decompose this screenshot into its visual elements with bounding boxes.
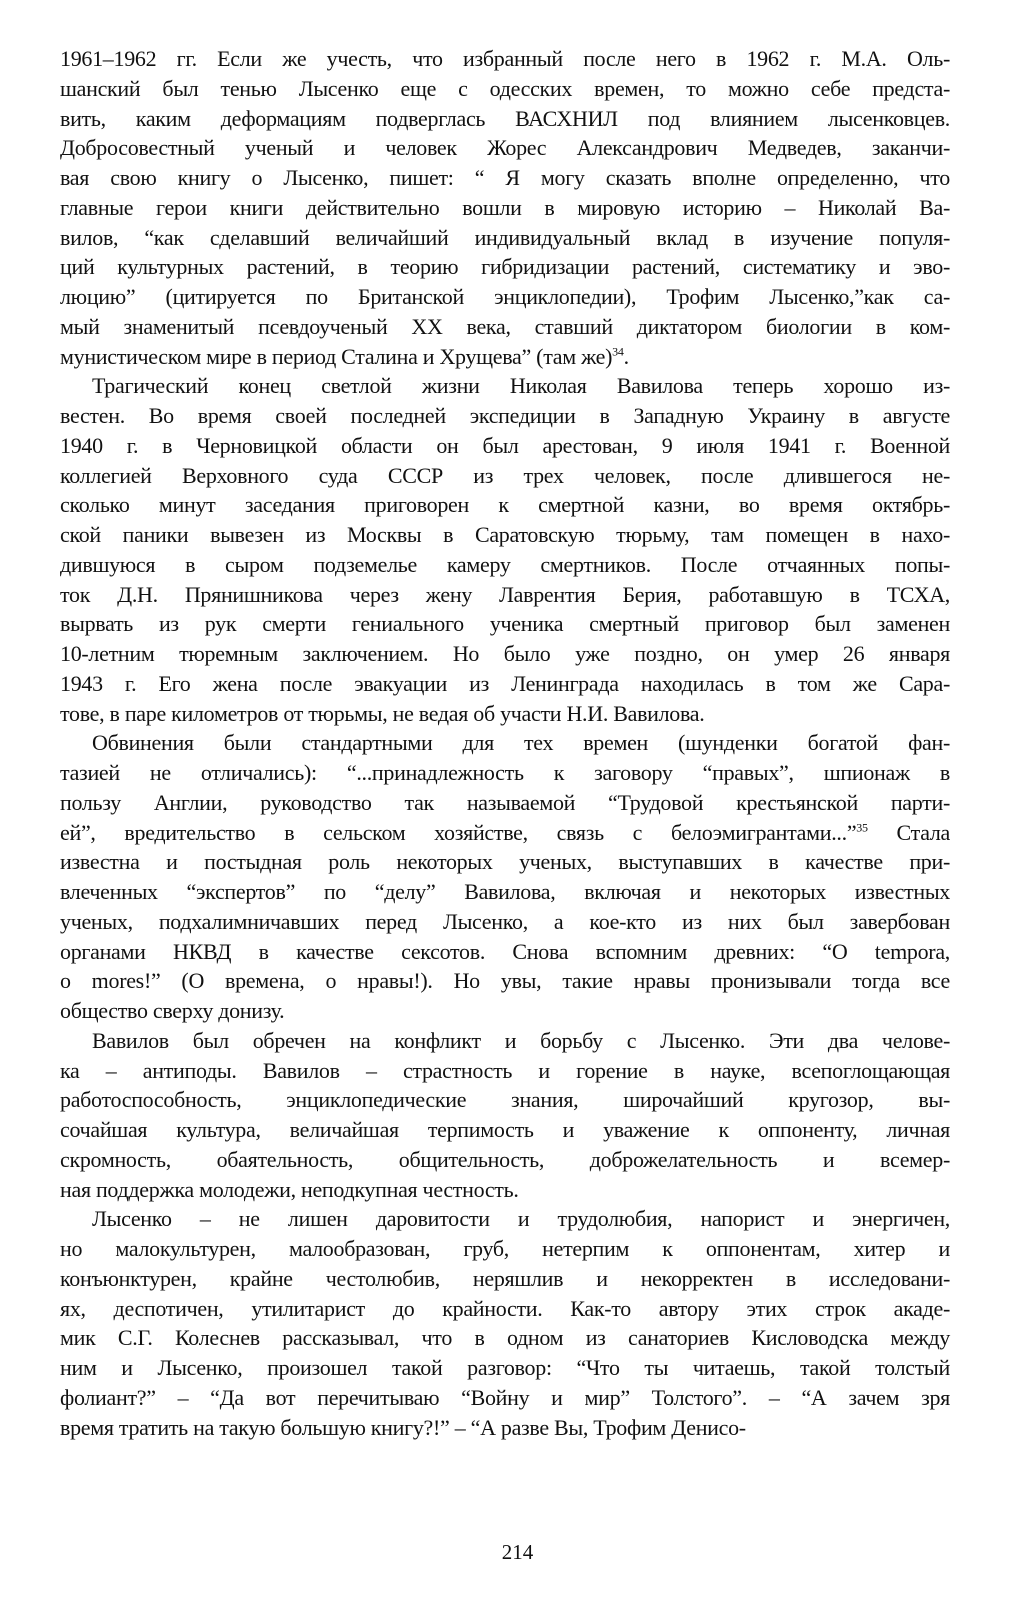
paragraph: [60, 44, 950, 371]
text-line: [60, 1234, 950, 1264]
text-line: [60, 580, 950, 610]
line-text: тове, в паре километров от тюрьмы, не ведая об участи Н.И. Вавилова.: [60, 700, 705, 726]
line-text: органами НКВД в качестве сексотов. Снова вспомним древних: “O tempora,: [60, 938, 950, 964]
line-text: ток Д.Н. Прянишникова через жену Лаврентия Берия, работавшую в ТСХА,: [60, 581, 950, 607]
line-text: люцию” (цитируется по Британской энциклопедии), Трофим Лысенко,”как са-: [60, 284, 950, 309]
footnote-ref: 35: [856, 820, 868, 835]
line-text: мик С.Г. Колеснев рассказывал, что в одном из санаториев Кисловодска между: [60, 1325, 950, 1351]
line-text: o mores!” (О времена, о нравы!). Но увы, такие нравы пронизывали тогда все: [60, 968, 950, 994]
line-text: пользу Англии, руководство так называемой “Трудовой крестьянской парти-: [60, 789, 950, 815]
line-text: Трагический конец светлой жизни Николая Вавилова теперь хорошо из-: [92, 373, 950, 399]
line-text: 1940 г. в Черновицкой области он был арестован, 9 июля 1941 г. Военной: [60, 432, 950, 458]
line-text: время тратить на такую большую книгу?!” – “А разве Вы, Трофим Денисо-: [60, 1414, 746, 1440]
text-line: [60, 937, 950, 967]
line-text: конъюнктурен, крайне честолюбив, неряшлив и некорректен в исследовани-: [60, 1265, 950, 1291]
text-line: [60, 1413, 950, 1443]
line-text: известна и постыдная роль некоторых ученых, выступавших в качестве при-: [60, 849, 950, 875]
line-text: ей”, вредительство в сельском хозяйстве, связь с белоэмигрантами...”: [60, 819, 857, 845]
text-line: [60, 639, 950, 669]
text-line: [60, 282, 950, 312]
text-line: [60, 520, 950, 550]
line-text: но малокультурен, малообразован, груб, нетерпим к оппонентам, хитер и: [60, 1236, 950, 1261]
text-line: [60, 758, 950, 788]
footnote-ref: 34: [612, 344, 624, 359]
text-line: [60, 44, 950, 74]
text-line: [60, 550, 950, 580]
text-line: [60, 1175, 950, 1205]
line-text: Стала: [867, 819, 950, 845]
line-text: вая свою книгу о Лысенко, пишет: “ Я могу сказать вполне определенно, что: [60, 165, 950, 190]
line-text: вить, каким деформациям подверглась ВАСХНИЛ под влиянием лысенковцев.: [60, 105, 950, 131]
line-text: влеченных “экспертов” по “делу” Вавилова, включая и некоторых известных: [60, 879, 950, 904]
text-line: [60, 788, 950, 818]
line-text: вилов, “как сделавший величайший индивидуальный вклад в изучение популя-: [60, 224, 950, 250]
text-line: [60, 1264, 950, 1294]
paragraph: [60, 728, 950, 1026]
text-line: [60, 252, 950, 282]
text-line: [60, 1383, 950, 1413]
text-line: [60, 1323, 950, 1353]
line-text: коллегией Верховного суда СССР из трех человек, после длившегося не-: [60, 462, 950, 488]
text-line: [60, 461, 950, 491]
text-line: [60, 699, 950, 729]
line-text: ской паники вывезен из Москвы в Саратовскую тюрьму, там помещен в нахо-: [60, 522, 950, 547]
text-line: [60, 133, 950, 163]
text-line: [60, 401, 950, 431]
text-line: [60, 609, 950, 639]
text-line: [60, 342, 950, 372]
text-line: [60, 223, 950, 253]
line-text: ций культурных растений, в теорию гибридизации растений, систематику и эво-: [60, 254, 950, 280]
text-line: [60, 193, 950, 223]
text-line: [60, 490, 950, 520]
line-text: главные герои книги действительно вошли в мировую историю – Николай Ва-: [60, 194, 950, 220]
text-line: [60, 907, 950, 937]
text-line: [60, 1294, 950, 1324]
line-text: мый знаменитый псевдоученый XX века, ставший диктатором биологии в ком-: [60, 313, 950, 339]
line-text: Обвинения были стандартными для тех времен (шунденки богатой фан-: [92, 730, 950, 756]
line-text: Добросовестный ученый и человек Жорес Александрович Медведев, заканчи-: [60, 135, 950, 161]
text-line: [60, 431, 950, 461]
text-line: [60, 996, 950, 1026]
text-line: [60, 1085, 950, 1115]
line-text: ка – антиподы. Вавилов – страстность и горение в науке, всепоглощающая: [60, 1057, 950, 1083]
paragraph: [60, 371, 950, 728]
text-line: [60, 669, 950, 699]
text-line: [60, 1145, 950, 1175]
text-line: [60, 1353, 950, 1383]
line-text: ним и Лысенко, произошел такой разговор: “Что ты читаешь, такой толстый: [60, 1355, 950, 1380]
line-text: ученых, подхалимничавших перед Лысенко, а кое-кто из них был завербован: [60, 908, 950, 934]
text-line: [60, 74, 950, 104]
text-line: [60, 966, 950, 996]
line-text: .: [623, 343, 629, 369]
line-text: ях, деспотичен, утилитарист до крайности. Как-то автору этих строк акаде-: [60, 1295, 950, 1321]
line-text: дившуюся в сыром подземелье камеру смертников. После отчаянных попы-: [60, 551, 950, 577]
line-text: работоспособность, энциклопедические знания, широчайший кругозор, вы-: [60, 1087, 950, 1113]
line-text: сочайшая культура, величайшая терпимость и уважение к оппоненту, личная: [60, 1117, 950, 1142]
text-line: [60, 877, 950, 907]
text-line: [60, 1204, 950, 1234]
text-line: [60, 728, 950, 758]
page-text: [60, 44, 950, 1442]
line-text: 10-летним тюремным заключением. Но было уже поздно, он умер 26 января: [60, 641, 950, 666]
line-text: шанский был тенью Лысенко еще с одесских времен, то можно себе предста-: [60, 75, 950, 101]
text-line: [60, 312, 950, 342]
text-line: [60, 371, 950, 401]
line-text: фолиант?” – “Да вот перечитываю “Войну и мир” Толстого”. – “А зачем зря: [60, 1384, 950, 1410]
text-line: [60, 818, 950, 848]
page-number: 214: [501, 1540, 534, 1564]
line-text: Вавилов был обречен на конфликт и борьбу с Лысенко. Эти два челове-: [92, 1027, 950, 1053]
text-line: [60, 104, 950, 134]
line-text: мунистическом мире в период Сталина и Хрущева” (там же): [60, 343, 613, 369]
line-text: вырвать из рук смерти гениального ученика смертный приговор был заменен: [60, 611, 950, 637]
text-line: [60, 163, 950, 193]
line-text: общество сверху донизу.: [60, 998, 285, 1023]
text-line: [60, 1115, 950, 1145]
line-text: сколько минут заседания приговорен к смертной казни, во время октябрь-: [60, 492, 950, 518]
text-line: [60, 1056, 950, 1086]
line-text: 1943 г. Его жена после эвакуации из Ленинграда находилась в том же Сара-: [60, 670, 950, 696]
text-line: [60, 1026, 950, 1056]
line-text: Лысенко – не лишен даровитости и трудолюбия, напорист и энергичен,: [92, 1206, 950, 1232]
line-text: тазией не отличались): “...принадлежность к заговору “правых”, шпионаж в: [60, 760, 950, 785]
paragraph: [60, 1026, 950, 1205]
line-text: 1961–1962 гг. Если же учесть, что избранный после него в 1962 г. М.А. Оль-: [60, 46, 950, 71]
line-text: ная поддержка молодежи, неподкупная честность.: [60, 1176, 519, 1202]
paragraph: [60, 1204, 950, 1442]
line-text: скромность, обаятельность, общительность, доброжелательность и всемер-: [60, 1146, 950, 1172]
text-line: [60, 847, 950, 877]
line-text: вестен. Во время своей последней экспедиции в Западную Украину в августе: [60, 403, 950, 428]
